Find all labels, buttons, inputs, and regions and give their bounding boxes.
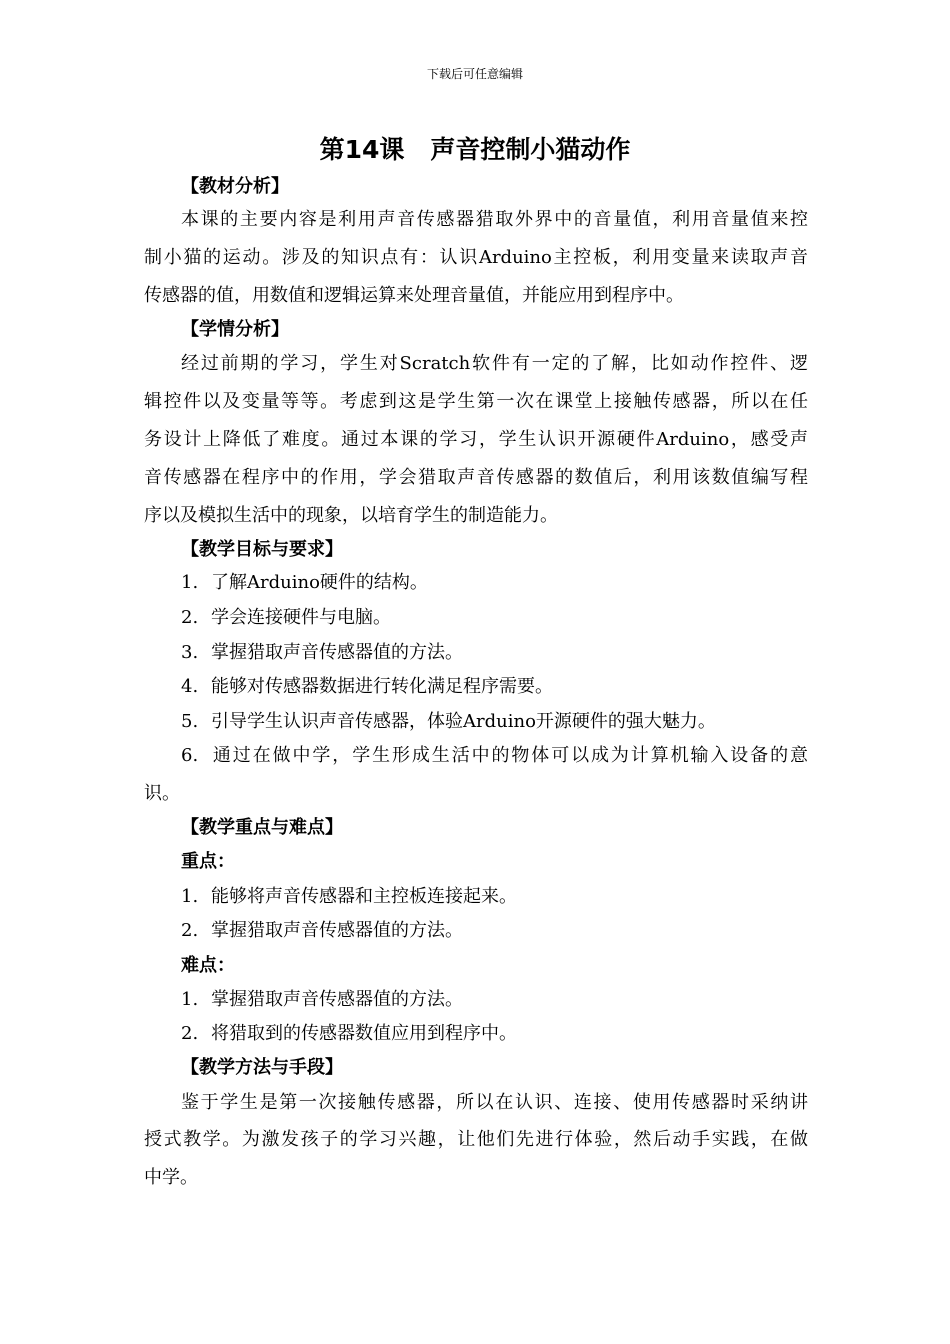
list-number: 5. [181, 711, 199, 732]
paragraph-line: 经过前期的学习，学生对Scratch软件有一定的了解，比如动作控件、逻 [181, 353, 808, 374]
section-heading-methods: 【教学方法与手段】 [181, 1057, 343, 1078]
paragraph-line: 传感器的值，用数值和逻辑运算来处理音量值，并能应用到程序中。 [144, 285, 684, 306]
list-number: 2. [181, 1023, 199, 1044]
list-text: 将猎取到的传感器数值应用到程序中。 [211, 1023, 517, 1044]
paragraph-line: 中学。 [144, 1167, 198, 1188]
key-points-label: 重点： [181, 851, 235, 872]
list-text: 通过在做中学，学生形成生活中的物体可以成为计算机输入设备的意 [211, 745, 808, 766]
section-heading-students: 【学情分析】 [181, 319, 289, 340]
list-text: 学会连接硬件与电脑。 [211, 607, 391, 628]
paragraph-line: 本课的主要内容是利用声音传感器猎取外界中的音量值，利用音量值来控 [181, 209, 808, 230]
paragraph-line: 授式教学。为激发孩子的学习兴趣，让他们先进行体验，然后动手实践，在做 [144, 1129, 808, 1150]
list-item [181, 884, 808, 910]
list-number: 2. [181, 920, 199, 941]
difficult-points-label: 难点： [181, 955, 235, 976]
list-item [181, 640, 808, 666]
list-item [181, 1021, 808, 1047]
list-item [181, 987, 808, 1013]
list-item [181, 743, 808, 769]
list-item [181, 918, 808, 944]
paragraph-line: 音传感器在程序中的作用，学会猎取声音传感器的数值后，利用该数值编写程 [144, 467, 808, 488]
list-number: 2. [181, 607, 199, 628]
list-item [181, 674, 808, 700]
list-item [181, 605, 808, 631]
section-heading-keypoints: 【教学重点与难点】 [181, 817, 343, 838]
header-note: 下载后可任意编辑 [426, 67, 523, 81]
list-text: 掌握猎取声音传感器值的方法。 [211, 920, 463, 941]
list-number: 1. [181, 989, 199, 1010]
list-number: 3. [181, 642, 199, 663]
section-heading-material: 【教材分析】 [181, 176, 289, 197]
list-number: 1. [181, 572, 199, 593]
paragraph-line: 序以及模拟生活中的现象，以培育学生的制造能力。 [144, 505, 558, 526]
list-number: 6. [181, 745, 199, 766]
list-text: 掌握猎取声音传感器值的方法。 [211, 642, 463, 663]
section-heading-goals: 【教学目标与要求】 [181, 539, 343, 560]
list-item [181, 709, 808, 735]
list-number: 4. [181, 676, 199, 697]
paragraph-line: 制小猫的运动。涉及的知识点有：认识Arduino主控板，利用变量来读取声音 [144, 247, 808, 268]
list-number: 1. [181, 886, 199, 907]
list-text: 引导学生认识声音传感器，体验Arduino开源硬件的强大魅力。 [211, 711, 716, 732]
list-text: 了解Arduino硬件的结构。 [211, 572, 428, 593]
list-text: 能够对传感器数据进行转化满足程序需要。 [211, 676, 553, 697]
lesson-number: 第14课 [319, 135, 405, 164]
paragraph-line: 鉴于学生是第一次接触传感器，所以在认识、连接、使用传感器时采纳讲 [181, 1092, 808, 1113]
paragraph-line: 辑控件以及变量等等。考虑到这是学生第一次在课堂上接触传感器，所以在任 [144, 391, 808, 412]
lesson-name: 声音控制小猫动作 [430, 135, 631, 164]
list-text: 掌握猎取声音传感器值的方法。 [211, 989, 463, 1010]
list-text: 能够将声音传感器和主控板连接起来。 [211, 886, 517, 907]
page-title [0, 132, 950, 168]
paragraph-line: 务设计上降低了难度。通过本课的学习，学生认识开源硬件Arduino，感受声 [144, 429, 808, 450]
list-item-continuation: 识。 [144, 783, 180, 804]
list-item [181, 570, 808, 596]
